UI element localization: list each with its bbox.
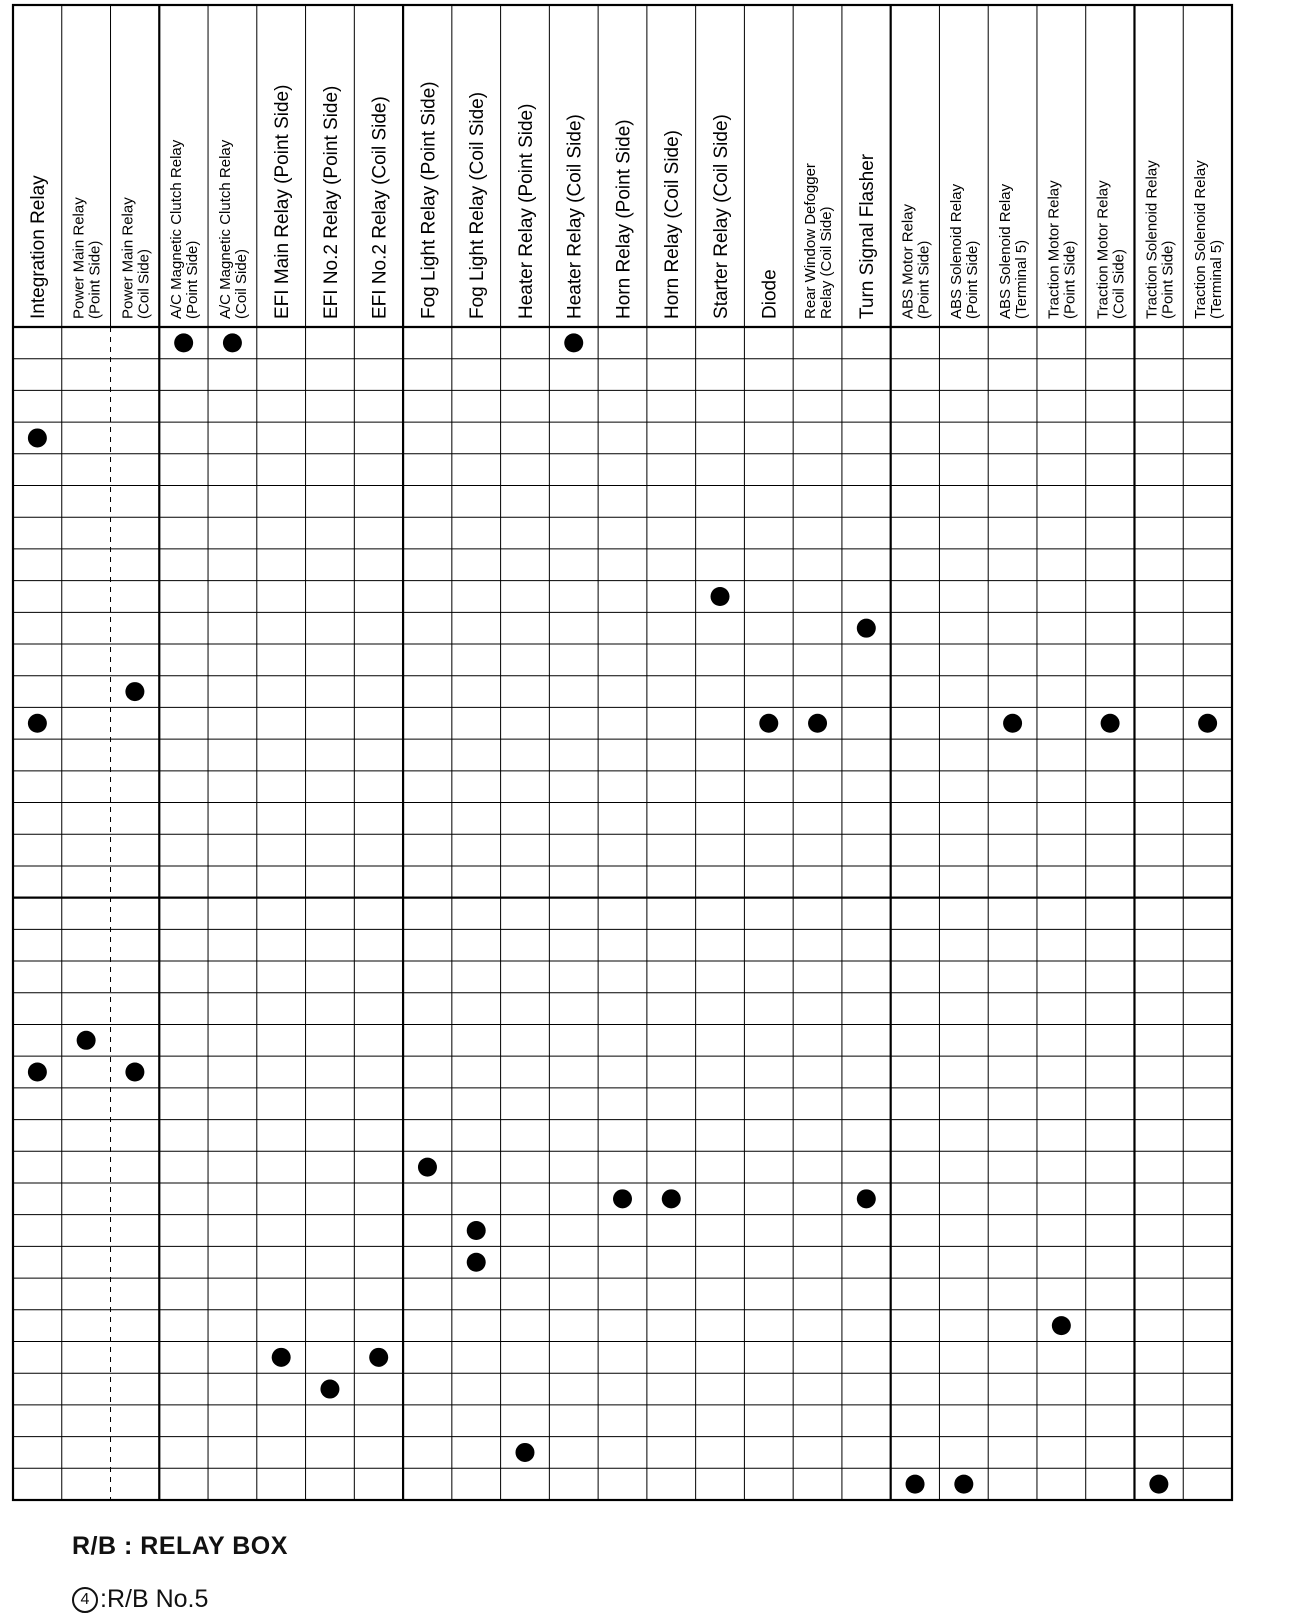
column-header: [948, 183, 981, 319]
connection-dot: [613, 1189, 632, 1208]
column-header: [760, 269, 781, 319]
column-header-label: Relay (Coil Side): [817, 206, 835, 319]
legend-relay-box: [72, 1585, 208, 1614]
connection-dot: [711, 587, 730, 606]
column-header-label: A/C Magnetic Clutch Relay: [216, 139, 234, 319]
column-header: [857, 153, 878, 319]
column-header-label: A/C Magnetic Clutch Relay: [168, 139, 186, 319]
connection-dot: [418, 1158, 437, 1177]
column-header: [662, 130, 683, 319]
connection-dot: [125, 1063, 144, 1082]
column-header-label: (Point Side): [964, 240, 982, 319]
column-header-label: ABS Motor Relay: [899, 203, 917, 319]
column-header-label: ABS Solenoid Relay: [948, 183, 966, 319]
connection-dot: [1198, 714, 1217, 733]
column-header: [802, 163, 835, 319]
column-header-label: (Terminal 5): [1208, 239, 1226, 319]
connection-dot: [28, 714, 47, 733]
column-header-label: Traction Motor Relay: [1045, 180, 1063, 319]
column-header-label: (Point Side): [915, 240, 933, 319]
connection-dot: [369, 1348, 388, 1367]
connection-dot: [467, 1253, 486, 1272]
connection-dot: [808, 714, 827, 733]
connection-dots: [28, 333, 1217, 1493]
connection-dot: [272, 1348, 291, 1367]
column-header-label: ABS Solenoid Relay: [996, 183, 1014, 319]
column-header-label: (Coil Side): [135, 248, 153, 319]
column-header: [565, 114, 586, 319]
column-header-label: Turn Signal Flasher: [857, 153, 879, 319]
column-header-label: (Coil Side): [232, 248, 250, 319]
column-header-label: Heater Relay (Point Side): [515, 103, 537, 319]
column-header-label: EFI No.2 Relay (Point Side): [320, 85, 342, 319]
column-header: [1095, 180, 1128, 319]
column-header: [119, 197, 152, 319]
column-header-label: Horn Relay (Point Side): [613, 119, 635, 319]
connection-dot: [1003, 714, 1022, 733]
column-header: [997, 183, 1030, 319]
connection-dot: [467, 1221, 486, 1240]
connection-dot: [125, 682, 144, 701]
connection-dot: [564, 333, 583, 352]
column-header: [272, 85, 293, 319]
column-header-label: Traction Motor Relay: [1094, 180, 1112, 319]
column-header-label: Traction Solenoid Relay: [1192, 160, 1210, 319]
column-header-label: (Point Side): [1061, 240, 1079, 319]
column-header: [613, 119, 634, 319]
column-header: [321, 86, 342, 319]
column-header-label: Rear Window Defogger: [801, 163, 819, 319]
connection-dot: [954, 1475, 973, 1494]
column-header-label: Power Main Relay: [70, 197, 88, 319]
column-header-label: (Point Side): [86, 240, 104, 319]
column-header: [370, 96, 391, 319]
connection-dot: [1052, 1316, 1071, 1335]
legend-title: R/B : RELAY BOX: [72, 1532, 288, 1560]
legend-relay-box-label: :R/B No.5: [100, 1585, 209, 1613]
connection-dot: [1101, 714, 1120, 733]
connection-dot: [174, 333, 193, 352]
column-header-label: Fog Light Relay (Coil Side): [467, 91, 489, 319]
column-header-label: EFI No.2 Relay (Coil Side): [369, 96, 391, 319]
column-header-label: (Point Side): [184, 240, 202, 319]
column-header-label: EFI Main Relay (Point Side): [272, 84, 294, 319]
column-header: [1192, 160, 1225, 319]
column-header: [168, 139, 201, 319]
column-header-label: Diode: [759, 269, 781, 319]
column-header: [418, 81, 439, 319]
column-header-label: Integration Relay: [28, 175, 50, 319]
column-header-label: (Point Side): [1159, 240, 1177, 319]
column-header: [1046, 180, 1079, 319]
column-header: [516, 104, 537, 319]
column-header: [28, 175, 49, 319]
column-header-label: Traction Solenoid Relay: [1143, 160, 1161, 319]
column-header-label: Horn Relay (Coil Side): [662, 129, 684, 319]
column-header-label: Power Main Relay: [119, 197, 137, 319]
column-header-label: Heater Relay (Coil Side): [564, 114, 586, 319]
column-header: [217, 139, 250, 319]
connection-dot: [857, 619, 876, 638]
column-header: [1143, 160, 1176, 319]
column-header-label: Starter Relay (Coil Side): [710, 114, 732, 319]
column-header: [467, 92, 488, 319]
connection-dot: [906, 1475, 925, 1494]
connection-dot: [223, 333, 242, 352]
connection-dot: [662, 1189, 681, 1208]
column-header: [711, 114, 732, 319]
connection-dot: [515, 1443, 534, 1462]
connection-dot: [28, 1063, 47, 1082]
connection-dot: [77, 1031, 96, 1050]
connection-dot: [857, 1189, 876, 1208]
connection-dot: [320, 1380, 339, 1399]
connection-dot: [28, 428, 47, 447]
circled-number-symbol: 4: [72, 1587, 98, 1613]
column-header-label: (Terminal 5): [1012, 239, 1030, 319]
column-header: [899, 203, 932, 319]
column-header: [71, 197, 104, 319]
connection-dot: [759, 714, 778, 733]
connection-dot: [1149, 1475, 1168, 1494]
column-header-label: (Coil Side): [1110, 248, 1128, 319]
column-header-label: Fog Light Relay (Point Side): [418, 81, 440, 319]
